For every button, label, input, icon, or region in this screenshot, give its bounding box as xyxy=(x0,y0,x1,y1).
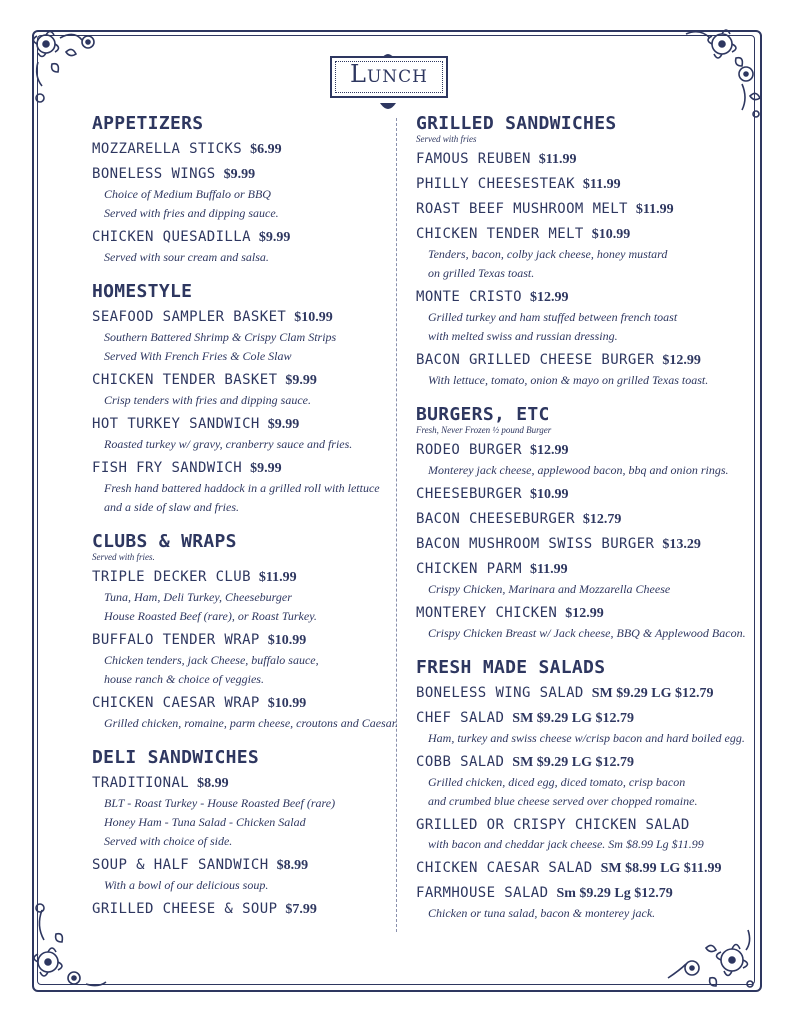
menu-item-description: With a bowl of our delicious soup. xyxy=(104,878,269,892)
menu-item-name: FAMOUS REUBEN xyxy=(416,151,531,167)
menu-item-description: and a side of slaw and fries. xyxy=(104,500,240,514)
menu-item-line xyxy=(416,858,756,879)
section-note: Served with fries xyxy=(416,134,477,144)
menu-item-description: BLT - Roast Turkey - House Roasted Beef (rare) xyxy=(104,796,336,810)
menu-item xyxy=(92,773,392,851)
menu-item-description: Ham, turkey and swiss cheese w/crisp bacon and hard boiled egg. xyxy=(428,731,745,745)
menu-item-line xyxy=(92,693,392,714)
menu-item-price: $12.99 xyxy=(565,606,604,621)
floral-corner-top-left-icon xyxy=(26,24,116,114)
menu-item-line xyxy=(416,815,756,835)
menu-item-description: Tuna, Ham, Deli Turkey, Cheeseburger xyxy=(104,590,292,604)
menu-item-price: $9.99 xyxy=(285,373,317,388)
menu-item-name: FISH FRY SANDWICH xyxy=(92,460,243,476)
menu-item xyxy=(416,683,756,704)
menu-item-name: HOT TURKEY SANDWICH xyxy=(92,416,260,432)
menu-item xyxy=(416,350,756,390)
menu-item-line xyxy=(416,603,756,624)
menu-item-name: MONTEREY CHICKEN xyxy=(416,605,558,621)
section-note: Served with fries. xyxy=(92,552,155,562)
menu-item-name: FARMHOUSE SALAD xyxy=(416,885,549,901)
menu-item-line xyxy=(92,567,392,588)
menu-item-price: Sm $9.29 Lg $12.79 xyxy=(556,886,673,901)
section-title: CLUBS & WRAPS xyxy=(92,531,237,552)
menu-item xyxy=(92,164,392,223)
menu-item-price: $12.79 xyxy=(582,512,622,527)
menu-item-price: $12.99 xyxy=(662,353,701,368)
menu-item-price: $9.99 xyxy=(258,230,291,245)
menu-item-description: Honey Ham - Tuna Salad - Chicken Salad xyxy=(104,815,306,829)
menu-item-price: $11.99 xyxy=(529,562,568,577)
menu-item-price: $10.99 xyxy=(529,487,569,502)
menu-item-line xyxy=(416,509,756,530)
menu-item xyxy=(416,287,756,346)
menu-item-line xyxy=(416,559,756,580)
menu-item-description: Served with fries and dipping sauce. xyxy=(104,206,279,220)
menu-item xyxy=(92,567,392,626)
menu-item-price: $13.29 xyxy=(662,537,701,552)
section-burgers-etc xyxy=(416,404,756,643)
menu-item-line xyxy=(416,883,756,904)
menu-item-line xyxy=(92,370,392,391)
menu-item-description: with melted swiss and russian dressing. xyxy=(428,329,618,343)
menu-item-description: Served with sour cream and salsa. xyxy=(104,250,269,264)
menu-item-price: $12.99 xyxy=(529,290,569,305)
menu-item xyxy=(416,858,756,879)
menu-item-line xyxy=(92,307,392,328)
menu-item-name: TRIPLE DECKER CLUB xyxy=(92,569,251,585)
menu-item-description: Grilled chicken, diced egg, diced tomato, crisp bacon xyxy=(428,775,686,789)
menu-item-description: Southern Battered Shrimp & Crispy Clam Strips xyxy=(104,330,337,344)
menu-item-line xyxy=(416,708,756,729)
menu-item-price: $10.99 xyxy=(591,227,631,242)
section-clubs-wraps xyxy=(92,531,399,733)
menu-item-line xyxy=(92,630,392,651)
menu-item-name: MOZZARELLA STICKS xyxy=(92,141,243,157)
menu-item-line xyxy=(92,227,392,248)
menu-item-price: $7.99 xyxy=(285,902,317,917)
menu-item-description: and crumbed blue cheese served over chopped romaine. xyxy=(428,794,698,808)
menu-item-price: SM $9.29 LG $12.79 xyxy=(512,711,635,726)
menu-item-description: with bacon and cheddar jack cheese. Sm $8.99 Lg $11.99 xyxy=(428,837,704,851)
menu-item-description: Grilled turkey and ham stuffed between french toast xyxy=(428,310,678,324)
menu-title-badge xyxy=(330,46,448,106)
menu-item-description: Choice of Medium Buffalo or BBQ xyxy=(104,187,271,201)
menu-item-name: GRILLED CHEESE & SOUP xyxy=(92,901,278,917)
menu-item xyxy=(92,458,392,517)
menu-item-name: TRADITIONAL xyxy=(92,775,190,791)
menu-item-line xyxy=(92,414,392,435)
menu-item-name: BACON GRILLED CHEESE BURGER xyxy=(416,352,655,368)
menu-item xyxy=(416,534,756,555)
menu-item xyxy=(416,484,756,505)
menu-item-description: Crisp tenders with fries and dipping sauce. xyxy=(104,393,311,407)
menu-item-description: Fresh hand battered haddock in a grilled roll with lettuce xyxy=(104,481,380,495)
section-appetizers xyxy=(92,113,392,267)
menu-item xyxy=(92,693,399,733)
menu-item xyxy=(92,899,392,920)
menu-item-line xyxy=(416,174,756,195)
menu-item-price: $11.99 xyxy=(258,570,297,585)
menu-item-description: Monterey jack cheese, applewood bacon, bbq and onion rings. xyxy=(428,463,729,477)
section-deli-sandwiches xyxy=(92,747,392,920)
menu-item-name: RODEO BURGER xyxy=(416,442,522,458)
menu-item-name: ROAST BEEF MUSHROOM MELT xyxy=(416,201,628,217)
section-note: Fresh, Never Frozen ½ pound Burger xyxy=(416,425,552,435)
menu-item-name: SOUP & HALF SANDWICH xyxy=(92,857,269,873)
menu-item-line xyxy=(416,287,756,308)
menu-item xyxy=(92,630,392,689)
title-frame xyxy=(330,56,448,98)
menu-item xyxy=(92,855,392,895)
menu-item-line xyxy=(92,855,392,876)
section-grilled-sandwiches xyxy=(416,113,756,390)
menu-item xyxy=(92,370,392,410)
menu-item xyxy=(416,603,756,643)
menu-item-name: MONTE CRISTO xyxy=(416,289,522,305)
menu-item xyxy=(416,708,756,748)
menu-item-description: Roasted turkey w/ gravy, cranberry sauce and fries. xyxy=(104,437,353,451)
menu-item-name: BACON MUSHROOM SWISS BURGER xyxy=(416,536,655,552)
menu-item-price: $10.99 xyxy=(267,696,307,711)
menu-item-description: Crispy Chicken Breast w/ Jack cheese, BBQ & Applewood Bacon. xyxy=(428,626,746,640)
menu-item-description: Crispy Chicken, Marinara and Mozzarella Cheese xyxy=(428,582,671,596)
menu-item xyxy=(92,307,392,366)
right-column xyxy=(416,113,756,937)
section-title: APPETIZERS xyxy=(92,113,204,134)
menu-item-price: $9.99 xyxy=(223,167,256,182)
left-column xyxy=(92,113,399,934)
menu-item-name: CHICKEN CAESAR WRAP xyxy=(92,695,260,711)
menu-item xyxy=(416,752,756,811)
menu-item xyxy=(416,509,756,530)
menu-item-price: $6.99 xyxy=(250,142,282,157)
menu-item-price: $8.99 xyxy=(276,858,309,873)
menu-item-description: House Roasted Beef (rare), or Roast Turkey. xyxy=(104,609,317,623)
menu-item-price: $11.99 xyxy=(635,202,674,217)
menu-item-name: BONELESS WING SALAD xyxy=(416,685,584,701)
menu-item-name: CHICKEN CAESAR SALAD xyxy=(416,860,593,876)
menu-item-line xyxy=(416,440,756,461)
menu-item-price: $9.99 xyxy=(267,417,300,432)
menu-item-description: house ranch & choice of veggies. xyxy=(104,672,264,686)
menu-item-description: Chicken or tuna salad, bacon & monterey jack. xyxy=(428,906,656,920)
menu-item xyxy=(416,440,756,480)
menu-item-price: $8.99 xyxy=(197,776,229,791)
menu-item-name: CHICKEN TENDER BASKET xyxy=(92,372,278,388)
menu-item-line xyxy=(416,149,756,170)
menu-item-line xyxy=(416,534,756,555)
menu-item-line xyxy=(92,139,392,160)
menu-item-price: $11.99 xyxy=(538,152,577,167)
section-title: DELI SANDWICHES xyxy=(92,747,260,768)
menu-item-description: With lettuce, tomato, onion & mayo on grilled Texas toast. xyxy=(428,373,709,387)
menu-item-price: SM $8.99 LG $11.99 xyxy=(600,861,722,876)
menu-item-price: $12.99 xyxy=(529,443,569,458)
menu-item xyxy=(92,139,392,160)
menu-item xyxy=(416,174,756,195)
section-title: GRILLED SANDWICHES xyxy=(416,113,617,134)
menu-item-description: Grilled chicken, romaine, parm cheese, croutons and Caesar. xyxy=(104,716,399,730)
column-divider xyxy=(396,118,397,932)
menu-item-line xyxy=(416,683,756,704)
menu-item-name: CHEESEBURGER xyxy=(416,486,522,502)
menu-item-description: on grilled Texas toast. xyxy=(428,266,535,280)
menu-item xyxy=(416,199,756,220)
menu-item-name: CHICKEN QUESADILLA xyxy=(92,229,251,245)
menu-item-price: SM $9.29 LG $12.79 xyxy=(512,755,635,770)
menu-item-name: PHILLY CHEESESTEAK xyxy=(416,176,575,192)
menu-item-line xyxy=(416,199,756,220)
menu-item-name: CHICKEN PARM xyxy=(416,561,522,577)
menu-item-name: BONELESS WINGS xyxy=(92,166,216,182)
menu-item xyxy=(416,883,756,923)
menu-item-name: BACON CHEESEBURGER xyxy=(416,511,575,527)
page-title: Lunch xyxy=(350,60,428,88)
menu-item-name: CHEF SALAD xyxy=(416,710,505,726)
menu-item-price: $10.99 xyxy=(267,633,307,648)
menu-item-price: $10.99 xyxy=(294,310,333,325)
menu-item xyxy=(92,227,392,267)
menu-item-description: Served With French Fries & Cole Slaw xyxy=(104,349,292,363)
section-homestyle xyxy=(92,281,392,517)
menu-item-line xyxy=(92,164,392,185)
menu-item-line xyxy=(416,350,756,371)
menu-item-name: CHICKEN TENDER MELT xyxy=(416,226,584,242)
menu-item-description: Served with choice of side. xyxy=(104,834,233,848)
menu-item-name: GRILLED OR CRISPY CHICKEN SALAD xyxy=(416,817,690,833)
menu-item xyxy=(92,414,392,454)
menu-item-description: Chicken tenders, jack Cheese, buffalo sauce, xyxy=(104,653,319,667)
section-title: FRESH MADE SALADS xyxy=(416,657,606,678)
section-title: BURGERS, ETC xyxy=(416,404,550,425)
menu-item-line xyxy=(92,773,392,794)
menu-item xyxy=(416,149,756,170)
menu-item xyxy=(416,224,756,283)
menu-item-price: SM $9.29 LG $12.79 xyxy=(591,686,714,701)
floral-corner-top-right-icon xyxy=(676,24,766,124)
menu-item-name: SEAFOOD SAMPLER BASKET xyxy=(92,309,287,325)
menu-item xyxy=(416,559,756,599)
menu-item-price: $11.99 xyxy=(582,177,621,192)
section-title: HOMESTYLE xyxy=(92,281,193,302)
section-fresh-made-salads xyxy=(416,657,756,923)
menu-item-name: BUFFALO TENDER WRAP xyxy=(92,632,260,648)
menu-item-line xyxy=(92,899,392,920)
menu-item-line xyxy=(416,484,756,505)
menu-item-line xyxy=(416,752,756,773)
menu-item xyxy=(416,815,756,854)
menu-item-description: Tenders, bacon, colby jack cheese, honey mustard xyxy=(428,247,668,261)
menu-item-line xyxy=(416,224,756,245)
menu-item-price: $9.99 xyxy=(250,461,282,476)
menu-item-line xyxy=(92,458,392,479)
menu-item-name: COBB SALAD xyxy=(416,754,505,770)
